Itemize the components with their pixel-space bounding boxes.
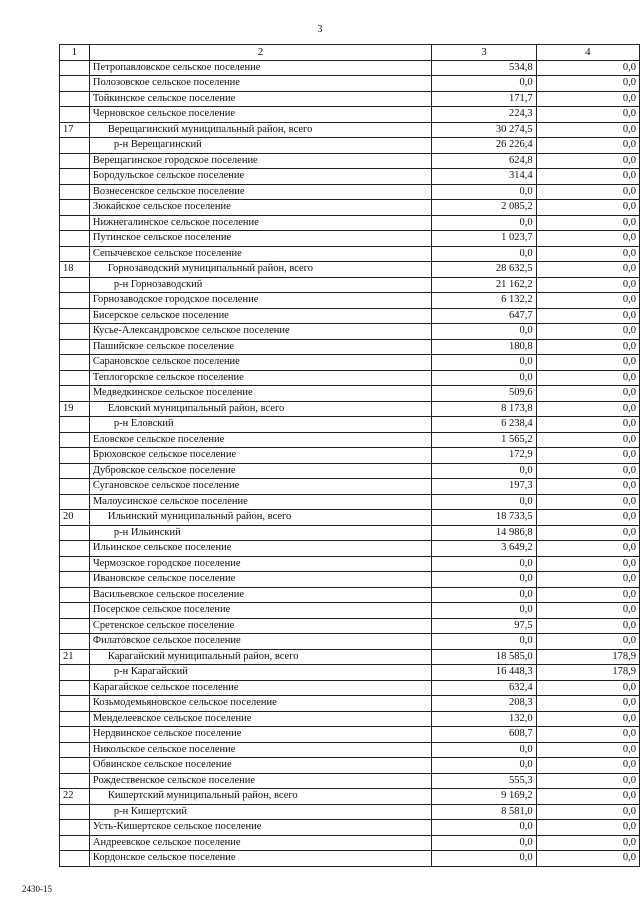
row-value-col3: 314,4 bbox=[432, 169, 536, 185]
row-value-col3: 132,0 bbox=[432, 711, 536, 727]
row-value-col3: 8 173,8 bbox=[432, 401, 536, 417]
row-value-col4: 0,0 bbox=[536, 727, 639, 743]
row-value-col3: 97,5 bbox=[432, 618, 536, 634]
row-number bbox=[60, 634, 90, 650]
row-name: Верещагинский муниципальный район, всего bbox=[89, 122, 431, 138]
row-value-col3: 224,3 bbox=[432, 107, 536, 123]
table-row bbox=[60, 386, 640, 402]
header-col-2: 2 bbox=[89, 45, 431, 61]
row-name: Сарановское сельское поселение bbox=[89, 355, 431, 371]
row-number bbox=[60, 169, 90, 185]
row-number bbox=[60, 324, 90, 340]
table-row bbox=[60, 231, 640, 247]
row-name: р-н Карагайский bbox=[89, 665, 431, 681]
row-name: Никольское сельское поселение bbox=[89, 742, 431, 758]
row-number bbox=[60, 758, 90, 774]
row-name: Рождественское сельское поселение bbox=[89, 773, 431, 789]
table-row bbox=[60, 696, 640, 712]
row-number bbox=[60, 556, 90, 572]
row-value-col3: 0,0 bbox=[432, 494, 536, 510]
row-value-col4: 0,0 bbox=[536, 308, 639, 324]
row-number bbox=[60, 665, 90, 681]
row-value-col3: 8 581,0 bbox=[432, 804, 536, 820]
row-number bbox=[60, 215, 90, 231]
row-number bbox=[60, 107, 90, 123]
header-col-1: 1 bbox=[60, 45, 90, 61]
row-value-col3: 0,0 bbox=[432, 742, 536, 758]
row-value-col3: 647,7 bbox=[432, 308, 536, 324]
row-value-col3: 0,0 bbox=[432, 370, 536, 386]
table-row bbox=[60, 339, 640, 355]
row-value-col4: 0,0 bbox=[536, 262, 639, 278]
table-row bbox=[60, 262, 640, 278]
row-value-col4: 0,0 bbox=[536, 820, 639, 836]
row-value-col3: 16 448,3 bbox=[432, 665, 536, 681]
row-value-col4: 0,0 bbox=[536, 603, 639, 619]
row-number bbox=[60, 835, 90, 851]
row-value-col3: 0,0 bbox=[432, 215, 536, 231]
table-row bbox=[60, 200, 640, 216]
row-number bbox=[60, 417, 90, 433]
row-name: Путинское сельское поселение bbox=[89, 231, 431, 247]
row-value-col3: 0,0 bbox=[432, 572, 536, 588]
row-value-col3: 30 274,5 bbox=[432, 122, 536, 138]
row-name: Менделеевское сельское поселение bbox=[89, 711, 431, 727]
row-value-col4: 0,0 bbox=[536, 60, 639, 76]
row-value-col4: 0,0 bbox=[536, 169, 639, 185]
row-name: Ильинское сельское поселение bbox=[89, 541, 431, 557]
row-name: р-н Ильинский bbox=[89, 525, 431, 541]
row-number bbox=[60, 618, 90, 634]
row-name: Дубровское сельское поселение bbox=[89, 463, 431, 479]
table-row bbox=[60, 804, 640, 820]
row-value-col3: 0,0 bbox=[432, 851, 536, 867]
row-name: Нижнегалинское сельское поселение bbox=[89, 215, 431, 231]
row-number bbox=[60, 680, 90, 696]
row-value-col3: 624,8 bbox=[432, 153, 536, 169]
row-value-col3: 1 023,7 bbox=[432, 231, 536, 247]
row-value-col3: 0,0 bbox=[432, 76, 536, 92]
row-value-col3: 0,0 bbox=[432, 355, 536, 371]
row-value-col4: 0,0 bbox=[536, 758, 639, 774]
row-value-col4: 0,0 bbox=[536, 510, 639, 526]
page-number: 3 bbox=[317, 24, 323, 35]
table-row bbox=[60, 432, 640, 448]
row-name: Брюховское сельское поселение bbox=[89, 448, 431, 464]
row-value-col3: 197,3 bbox=[432, 479, 536, 495]
table-row bbox=[60, 820, 640, 836]
table-row bbox=[60, 618, 640, 634]
row-name: Тойкинское сельское поселение bbox=[89, 91, 431, 107]
row-number bbox=[60, 277, 90, 293]
row-value-col4: 0,0 bbox=[536, 463, 639, 479]
table-row bbox=[60, 448, 640, 464]
table-row bbox=[60, 572, 640, 588]
row-value-col4: 0,0 bbox=[536, 355, 639, 371]
row-name: Филатовское сельское поселение bbox=[89, 634, 431, 650]
row-value-col3: 0,0 bbox=[432, 820, 536, 836]
row-value-col4: 0,0 bbox=[536, 91, 639, 107]
table-row bbox=[60, 510, 640, 526]
table-row bbox=[60, 680, 640, 696]
row-value-col3: 18 733,5 bbox=[432, 510, 536, 526]
row-value-col4: 0,0 bbox=[536, 696, 639, 712]
row-value-col4: 0,0 bbox=[536, 742, 639, 758]
table-row bbox=[60, 603, 640, 619]
row-name: Горнозаводский муниципальный район, всего bbox=[89, 262, 431, 278]
row-name: Медведкинское сельское поселение bbox=[89, 386, 431, 402]
row-number bbox=[60, 76, 90, 92]
table-row bbox=[60, 494, 640, 510]
row-value-col4: 0,0 bbox=[536, 417, 639, 433]
row-name: Еловское сельское поселение bbox=[89, 432, 431, 448]
row-value-col3: 0,0 bbox=[432, 835, 536, 851]
row-value-col3: 3 649,2 bbox=[432, 541, 536, 557]
row-value-col4: 0,0 bbox=[536, 587, 639, 603]
table-row bbox=[60, 773, 640, 789]
header-col-4: 4 bbox=[536, 45, 639, 61]
row-value-col4: 0,0 bbox=[536, 370, 639, 386]
row-number bbox=[60, 804, 90, 820]
row-name: Козьмодемьяновское сельское поселение bbox=[89, 696, 431, 712]
table-row bbox=[60, 556, 640, 572]
row-name: Сугановское сельское поселение bbox=[89, 479, 431, 495]
row-number: 17 bbox=[60, 122, 90, 138]
table-row bbox=[60, 138, 640, 154]
row-number bbox=[60, 91, 90, 107]
table-row bbox=[60, 293, 640, 309]
row-value-col4: 178,9 bbox=[536, 665, 639, 681]
row-number bbox=[60, 541, 90, 557]
row-name: Сретенское сельское поселение bbox=[89, 618, 431, 634]
row-value-col4: 0,0 bbox=[536, 711, 639, 727]
row-number bbox=[60, 851, 90, 867]
row-value-col3: 180,8 bbox=[432, 339, 536, 355]
table-row bbox=[60, 479, 640, 495]
row-name: Теплогорское сельское поселение bbox=[89, 370, 431, 386]
row-number: 19 bbox=[60, 401, 90, 417]
row-name: Андреевское сельское поселение bbox=[89, 835, 431, 851]
row-value-col4: 0,0 bbox=[536, 494, 639, 510]
row-value-col4: 0,0 bbox=[536, 200, 639, 216]
row-value-col3: 172,9 bbox=[432, 448, 536, 464]
table-row bbox=[60, 665, 640, 681]
table-row bbox=[60, 835, 640, 851]
row-value-col4: 0,0 bbox=[536, 184, 639, 200]
row-value-col4: 0,0 bbox=[536, 618, 639, 634]
row-value-col3: 0,0 bbox=[432, 324, 536, 340]
row-name: Верещагинское городское поселение bbox=[89, 153, 431, 169]
table-row bbox=[60, 308, 640, 324]
row-name: Ивановское сельское поселение bbox=[89, 572, 431, 588]
table-row bbox=[60, 76, 640, 92]
row-name: Карагайское сельское поселение bbox=[89, 680, 431, 696]
row-value-col4: 0,0 bbox=[536, 789, 639, 805]
table-row bbox=[60, 277, 640, 293]
row-value-col3: 0,0 bbox=[432, 556, 536, 572]
row-value-col3: 0,0 bbox=[432, 603, 536, 619]
row-name: Кишертский муниципальный район, всего bbox=[89, 789, 431, 805]
row-number: 18 bbox=[60, 262, 90, 278]
row-name: Кордонское сельское поселение bbox=[89, 851, 431, 867]
table-row bbox=[60, 215, 640, 231]
row-value-col3: 555,3 bbox=[432, 773, 536, 789]
row-name: Бисерское сельское поселение bbox=[89, 308, 431, 324]
row-value-col3: 28 632,5 bbox=[432, 262, 536, 278]
row-number bbox=[60, 572, 90, 588]
row-value-col4: 178,9 bbox=[536, 649, 639, 665]
table-row bbox=[60, 649, 640, 665]
row-number bbox=[60, 339, 90, 355]
row-value-col4: 0,0 bbox=[536, 448, 639, 464]
row-value-col4: 0,0 bbox=[536, 122, 639, 138]
row-value-col4: 0,0 bbox=[536, 246, 639, 262]
table-row bbox=[60, 789, 640, 805]
row-number: 21 bbox=[60, 649, 90, 665]
row-name: Черновское сельское поселение bbox=[89, 107, 431, 123]
row-name: Посерское сельское поселение bbox=[89, 603, 431, 619]
row-name: Полозовское сельское поселение bbox=[89, 76, 431, 92]
row-value-col4: 0,0 bbox=[536, 572, 639, 588]
row-value-col3: 0,0 bbox=[432, 463, 536, 479]
row-value-col3: 18 585,0 bbox=[432, 649, 536, 665]
row-number bbox=[60, 432, 90, 448]
row-name: Сепычевское сельское поселение bbox=[89, 246, 431, 262]
row-number bbox=[60, 200, 90, 216]
table-row bbox=[60, 758, 640, 774]
row-number bbox=[60, 60, 90, 76]
row-value-col3: 509,6 bbox=[432, 386, 536, 402]
row-name: Васильевское сельское поселение bbox=[89, 587, 431, 603]
row-number bbox=[60, 525, 90, 541]
row-value-col4: 0,0 bbox=[536, 634, 639, 650]
row-value-col3: 0,0 bbox=[432, 758, 536, 774]
row-value-col4: 0,0 bbox=[536, 835, 639, 851]
table-row bbox=[60, 525, 640, 541]
row-value-col4: 0,0 bbox=[536, 293, 639, 309]
row-value-col3: 26 226,4 bbox=[432, 138, 536, 154]
row-value-col4: 0,0 bbox=[536, 773, 639, 789]
table-row bbox=[60, 122, 640, 138]
header-col-3: 3 bbox=[432, 45, 536, 61]
row-number bbox=[60, 153, 90, 169]
row-name: Зюкайское сельское поселение bbox=[89, 200, 431, 216]
table-row bbox=[60, 463, 640, 479]
row-value-col4: 0,0 bbox=[536, 153, 639, 169]
row-value-col3: 171,7 bbox=[432, 91, 536, 107]
table-row bbox=[60, 742, 640, 758]
table-row bbox=[60, 711, 640, 727]
footer-doc-code: 2430-15 bbox=[22, 884, 52, 894]
row-value-col3: 14 986,8 bbox=[432, 525, 536, 541]
row-value-col4: 0,0 bbox=[536, 804, 639, 820]
row-value-col4: 0,0 bbox=[536, 386, 639, 402]
row-number bbox=[60, 479, 90, 495]
row-value-col3: 21 162,2 bbox=[432, 277, 536, 293]
row-value-col4: 0,0 bbox=[536, 432, 639, 448]
row-value-col4: 0,0 bbox=[536, 215, 639, 231]
table-row bbox=[60, 851, 640, 867]
row-number bbox=[60, 773, 90, 789]
row-value-col3: 9 169,2 bbox=[432, 789, 536, 805]
row-value-col4: 0,0 bbox=[536, 138, 639, 154]
table-row bbox=[60, 587, 640, 603]
row-value-col4: 0,0 bbox=[536, 107, 639, 123]
row-value-col3: 208,3 bbox=[432, 696, 536, 712]
row-name: Петропавловское сельское поселение bbox=[89, 60, 431, 76]
row-number bbox=[60, 603, 90, 619]
row-value-col4: 0,0 bbox=[536, 324, 639, 340]
row-number bbox=[60, 246, 90, 262]
row-value-col3: 2 085,2 bbox=[432, 200, 536, 216]
row-value-col3: 6 132,2 bbox=[432, 293, 536, 309]
row-number bbox=[60, 696, 90, 712]
row-number bbox=[60, 463, 90, 479]
table-row bbox=[60, 184, 640, 200]
row-number bbox=[60, 742, 90, 758]
row-number bbox=[60, 820, 90, 836]
table-row bbox=[60, 91, 640, 107]
row-number bbox=[60, 727, 90, 743]
row-number bbox=[60, 308, 90, 324]
table-row bbox=[60, 324, 640, 340]
table-row bbox=[60, 169, 640, 185]
row-number bbox=[60, 231, 90, 247]
row-number: 20 bbox=[60, 510, 90, 526]
row-name: Ильинский муниципальный район, всего bbox=[89, 510, 431, 526]
row-number bbox=[60, 370, 90, 386]
row-name: Кусье-Александровское сельское поселение bbox=[89, 324, 431, 340]
row-value-col4: 0,0 bbox=[536, 231, 639, 247]
row-value-col3: 6 238,4 bbox=[432, 417, 536, 433]
row-name: Нердвинское сельское поселение bbox=[89, 727, 431, 743]
row-value-col4: 0,0 bbox=[536, 401, 639, 417]
row-name: Пашийское сельское поселение bbox=[89, 339, 431, 355]
row-number bbox=[60, 587, 90, 603]
table-row bbox=[60, 355, 640, 371]
row-number bbox=[60, 448, 90, 464]
row-value-col4: 0,0 bbox=[536, 339, 639, 355]
row-name: Карагайский муниципальный район, всего bbox=[89, 649, 431, 665]
table-row bbox=[60, 634, 640, 650]
row-value-col3: 0,0 bbox=[432, 184, 536, 200]
row-value-col4: 0,0 bbox=[536, 541, 639, 557]
row-name: р-н Горнозаводский bbox=[89, 277, 431, 293]
row-number bbox=[60, 184, 90, 200]
row-name: Бородульское сельское поселение bbox=[89, 169, 431, 185]
row-value-col3: 632,4 bbox=[432, 680, 536, 696]
row-name: Еловский муниципальный район, всего bbox=[89, 401, 431, 417]
table-row bbox=[60, 246, 640, 262]
row-name: Усть-Кишертское сельское поселение bbox=[89, 820, 431, 836]
row-name: Малоусинское сельское поселение bbox=[89, 494, 431, 510]
row-value-col4: 0,0 bbox=[536, 556, 639, 572]
row-number bbox=[60, 711, 90, 727]
table-row bbox=[60, 417, 640, 433]
table-row bbox=[60, 727, 640, 743]
table-header-row bbox=[60, 45, 640, 61]
row-name: Вознесенское сельское поселение bbox=[89, 184, 431, 200]
row-name: р-н Верещагинский bbox=[89, 138, 431, 154]
row-number bbox=[60, 293, 90, 309]
row-number bbox=[60, 355, 90, 371]
row-value-col4: 0,0 bbox=[536, 479, 639, 495]
table-row bbox=[60, 370, 640, 386]
table-row bbox=[60, 107, 640, 123]
row-value-col3: 534,8 bbox=[432, 60, 536, 76]
row-name: р-н Еловский bbox=[89, 417, 431, 433]
row-value-col3: 0,0 bbox=[432, 634, 536, 650]
row-value-col3: 1 565,2 bbox=[432, 432, 536, 448]
table-row bbox=[60, 153, 640, 169]
row-value-col3: 608,7 bbox=[432, 727, 536, 743]
table-row bbox=[60, 60, 640, 76]
row-value-col3: 0,0 bbox=[432, 246, 536, 262]
table-row bbox=[60, 541, 640, 557]
row-number: 22 bbox=[60, 789, 90, 805]
row-value-col4: 0,0 bbox=[536, 525, 639, 541]
row-value-col4: 0,0 bbox=[536, 277, 639, 293]
row-name: Чермозское городское поселение bbox=[89, 556, 431, 572]
row-value-col3: 0,0 bbox=[432, 587, 536, 603]
row-number bbox=[60, 386, 90, 402]
row-name: Обвинское сельское поселение bbox=[89, 758, 431, 774]
table-row bbox=[60, 401, 640, 417]
row-value-col4: 0,0 bbox=[536, 680, 639, 696]
budget-table bbox=[59, 44, 640, 867]
row-value-col4: 0,0 bbox=[536, 851, 639, 867]
row-value-col4: 0,0 bbox=[536, 76, 639, 92]
row-name: р-н Кишертский bbox=[89, 804, 431, 820]
row-name: Горнозаводское городское поселение bbox=[89, 293, 431, 309]
row-number bbox=[60, 494, 90, 510]
row-number bbox=[60, 138, 90, 154]
